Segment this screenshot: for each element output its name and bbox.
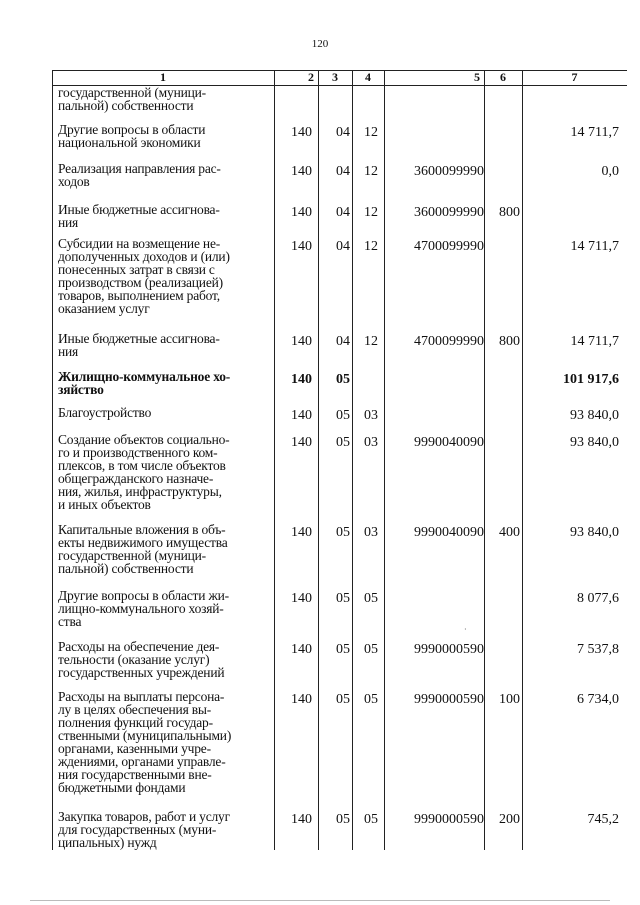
cell-c2: 140	[291, 125, 312, 140]
row-name: Субсидии на возмещение не- дополученных доходов и (или) понесенных затрат в связи с производством (реализацией) товаров, выполнением работ, оказанием услуг	[58, 236, 230, 316]
row-name: Другие вопросы в области жи- лищно-коммунального хозяй- ства	[58, 588, 229, 629]
cell-c4: 03	[364, 408, 378, 423]
column-header-3: 3	[332, 70, 338, 84]
cell-c3: 05	[336, 372, 350, 387]
cell-c4: 03	[364, 525, 378, 540]
row-name: Создание объектов социально- го и производственного ком- плексов, в том числе объектов общегражданского назначе- ния, жилья, инфраструктуры, и иных объектов	[58, 432, 230, 512]
cell-c3: 05	[336, 812, 350, 827]
cell-c2: 140	[291, 692, 312, 707]
cell-c4: 12	[364, 125, 378, 140]
cell-c3: 04	[336, 125, 350, 140]
column-divider	[352, 70, 353, 850]
cell-c7: 101 917,6	[563, 372, 619, 387]
cell-c4: 03	[364, 435, 378, 450]
row-name: Реализация направления рас- ходов	[58, 161, 221, 189]
cell-c3: 04	[336, 205, 350, 220]
cell-c5: 9990040090	[414, 435, 484, 450]
row-name: Другие вопросы в области национальной экономики	[58, 122, 206, 150]
cell-c4: 12	[364, 334, 378, 349]
cell-c4: 05	[364, 591, 378, 606]
column-divider	[522, 70, 523, 850]
cell-c3: 05	[336, 591, 350, 606]
cell-c4: 12	[364, 239, 378, 254]
column-header-4: 4	[365, 70, 371, 84]
row-name: государственной (муници- пальной) собственности	[58, 85, 206, 113]
row-name: Расходы на обеспечение дея- тельности (оказание услуг) государственных учреждений	[58, 639, 225, 680]
cell-c7: 8 077,6	[577, 591, 619, 606]
row-name: Закупка товаров, работ и услуг для государственных (муни- ципальных) нужд	[58, 809, 230, 850]
column-divider	[384, 70, 385, 850]
cell-c4: 05	[364, 692, 378, 707]
cell-c4: 05	[364, 812, 378, 827]
row-name: Благоустройство	[58, 405, 152, 420]
cell-c6: 800	[499, 334, 520, 349]
cell-c7: 0,0	[601, 164, 619, 179]
row-name: Иные бюджетные ассигнова- ния	[58, 331, 220, 359]
cell-c2: 140	[291, 164, 312, 179]
cell-c2: 140	[291, 591, 312, 606]
cell-c3: 04	[336, 334, 350, 349]
cell-c2: 140	[291, 435, 312, 450]
column-header-6: 6	[500, 70, 506, 84]
cell-c2: 140	[291, 334, 312, 349]
column-header-7: 7	[571, 70, 578, 84]
cell-c7: 7 537,8	[577, 642, 619, 657]
cell-c4: 12	[364, 205, 378, 220]
cell-c2: 140	[291, 205, 312, 220]
row-name: Расходы на выплаты персона- лу в целях обеспечения вы- полнения функций государ- ственными (муниципальными) органами, казенными учре- ждениями, органами управле- ния государственными вне- бюджетными фондами	[58, 689, 232, 795]
column-header-2: 2	[308, 70, 314, 84]
cell-c3: 05	[336, 642, 350, 657]
cell-c7: 93 840,0	[570, 525, 619, 540]
cell-c7: 14 711,7	[570, 239, 619, 254]
page-number: 120	[311, 38, 329, 50]
cell-c3: 05	[336, 525, 350, 540]
cell-c2: 140	[291, 408, 312, 423]
cell-c2: 140	[291, 239, 312, 254]
cell-c2: 140	[291, 812, 312, 827]
footer-rule	[30, 900, 610, 901]
row-name: Капитальные вложения в объ- екты недвижимого имущества государственной (муници- пальной) собственности	[58, 522, 228, 576]
cell-c5: 9990000590	[414, 812, 484, 827]
column-header-1: 1	[160, 70, 166, 84]
column-divider	[318, 70, 319, 850]
row-name: Жилищно-коммунальное хо- зяйство	[58, 369, 231, 397]
column-header-5: 5	[474, 70, 480, 84]
row-name: Иные бюджетные ассигнова- ния	[58, 202, 220, 230]
cell-c7: 93 840,0	[570, 435, 619, 450]
cell-c4: 12	[364, 164, 378, 179]
cell-c5: 4700099990	[414, 334, 484, 349]
cell-c7: 14 711,7	[570, 125, 619, 140]
cell-c5: 9990040090	[414, 525, 484, 540]
cell-c3: 04	[336, 239, 350, 254]
cell-c5: 3600099990	[414, 205, 484, 220]
cell-c7: 745,2	[587, 812, 619, 827]
cell-c5: 9990000590	[414, 642, 484, 657]
cell-c5: 9990000590	[414, 692, 484, 707]
column-divider	[484, 70, 485, 850]
scan-artifact: ·	[464, 625, 467, 634]
cell-c6: 200	[499, 812, 520, 827]
column-divider	[52, 70, 53, 850]
cell-c7: 93 840,0	[570, 408, 619, 423]
cell-c6: 800	[499, 205, 520, 220]
cell-c2: 140	[291, 642, 312, 657]
cell-c6: 100	[499, 692, 520, 707]
cell-c5: 3600099990	[414, 164, 484, 179]
cell-c6: 400	[499, 525, 520, 540]
cell-c2: 140	[291, 372, 312, 387]
cell-c2: 140	[291, 525, 312, 540]
cell-c4: 05	[364, 642, 378, 657]
cell-c3: 05	[336, 692, 350, 707]
cell-c3: 04	[336, 164, 350, 179]
cell-c7: 14 711,7	[570, 334, 619, 349]
column-divider	[274, 70, 275, 850]
cell-c3: 05	[336, 408, 350, 423]
cell-c7: 6 734,0	[577, 692, 619, 707]
budget-table	[52, 70, 627, 850]
cell-c5: 4700099990	[414, 239, 484, 254]
cell-c3: 05	[336, 435, 350, 450]
